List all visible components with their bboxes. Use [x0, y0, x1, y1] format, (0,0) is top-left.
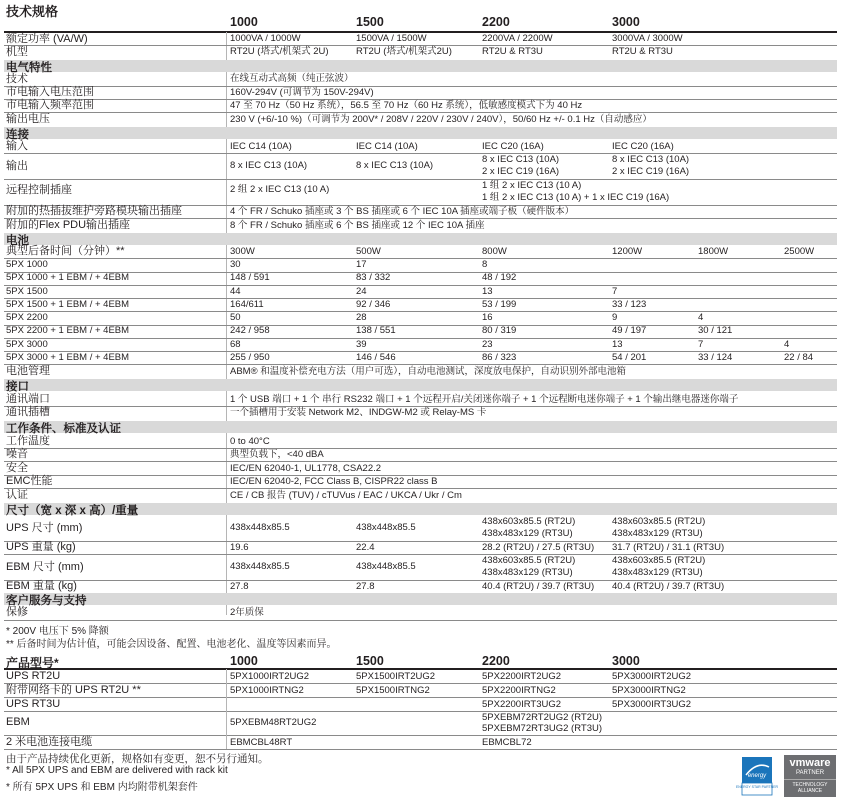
cell-value: 438x448x85.5	[356, 561, 416, 572]
cell-value: 2 x IEC C19 (16A)	[612, 166, 690, 177]
divider	[4, 258, 837, 259]
cell-value: 47 至 70 Hz（50 Hz 系统），56.5 至 70 Hz（60 Hz 系统），低敏感度模式下为 40 Hz	[230, 100, 583, 111]
battery-runtime-cell: 49 / 197	[612, 325, 647, 337]
cell-value: 27.8	[356, 581, 375, 592]
row-label: 典型后备时间（分钟）**	[6, 245, 125, 257]
cell-value: 5PX3000IRT3UG2	[612, 699, 692, 710]
battery-row-label: 5PX 2200 + 1 EBM / + 4EBM	[6, 325, 130, 337]
footnote: * 200V 电压下 5% 降额	[6, 626, 109, 637]
cell-value: 5PX1500IRTNG2	[356, 685, 430, 696]
row-label: 噪音	[6, 448, 28, 460]
vmware-wordmark: vmware	[789, 757, 831, 769]
energy-star-logo	[735, 757, 779, 795]
battery-load-header: 1200W	[612, 246, 643, 257]
cell-value: 5PX3000IRT2UG2	[612, 671, 692, 682]
cell-value: 5PX3000IRTNG2	[612, 685, 686, 696]
column-header-2200: 2200	[482, 15, 510, 29]
divider	[4, 179, 837, 180]
row-label: 认证	[6, 489, 28, 501]
battery-runtime-cell: 164/611	[230, 298, 264, 310]
row-label: 输出电压	[6, 113, 50, 125]
row-label: 电池管理	[6, 365, 50, 377]
battery-runtime-cell: 4	[784, 338, 790, 350]
section-title: 工作条件、标准及认证	[6, 423, 121, 435]
divider	[4, 697, 837, 698]
battery-load-header: 2500W	[784, 246, 815, 257]
cell-value: RT2U & RT3U	[612, 46, 673, 57]
battery-runtime-cell: 23	[482, 338, 493, 350]
battery-runtime-cell: 24	[356, 285, 367, 297]
cell-value: 8 x IEC C13 (10A)	[612, 154, 690, 165]
battery-runtime-cell: 7	[698, 338, 704, 350]
cell-value: 1 组 2 x IEC C13 (10 A)	[482, 180, 582, 191]
cell-value: 1000VA / 1000W	[230, 33, 301, 44]
column-header-1000: 1000	[230, 654, 258, 668]
cell-value: 典型负载下，<40 dBA	[230, 449, 324, 460]
svg-text:ENERGY STAR PARTNER: ENERGY STAR PARTNER	[735, 785, 779, 789]
battery-runtime-cell: 86 / 323	[482, 351, 517, 363]
vmware-alliance-label: TECHNOLOGY ALLIANCE	[784, 779, 836, 794]
section-title: 客户服务与支持	[6, 595, 87, 607]
divider	[4, 668, 837, 670]
battery-load-header: 1800W	[698, 246, 729, 257]
section-title: 连接	[6, 129, 29, 141]
cell-value: 19.6	[230, 542, 249, 553]
battery-load-header: 500W	[356, 246, 381, 257]
footer-note: * All 5PX UPS and EBM are delivered with rack kit	[6, 765, 228, 776]
divider	[226, 32, 227, 615]
cell-value: IEC C20 (16A)	[612, 141, 674, 152]
battery-runtime-cell: 30 / 121	[698, 325, 733, 337]
battery-runtime-cell: 48 / 192	[482, 272, 517, 284]
cell-value: 0 to 40°C	[230, 436, 270, 447]
row-label: 远程控制插座	[6, 184, 72, 196]
divider	[4, 86, 837, 87]
row-label: 保修	[6, 606, 28, 618]
divider	[4, 112, 837, 113]
divider	[226, 669, 227, 749]
divider	[4, 285, 837, 286]
vmware-partner-logo	[784, 755, 836, 797]
cell-value: 438x448x85.5	[230, 561, 290, 572]
cell-value: 438x603x85.5 (RT2U)	[612, 555, 706, 566]
row-label: EBM 重量 (kg)	[6, 580, 77, 592]
cell-value: 438x448x85.5	[230, 522, 290, 533]
section-header-connections	[4, 127, 837, 139]
row-label: EBM 尺寸 (mm)	[6, 561, 84, 573]
cell-value: 1 组 2 x IEC C13 (10 A) + 1 x IEC C19 (16A)	[482, 192, 670, 203]
column-header-3000: 3000	[612, 15, 640, 29]
section-header-interface	[4, 379, 837, 391]
battery-runtime-cell: 54 / 201	[612, 351, 647, 363]
row-label: EBM	[6, 716, 30, 728]
section-title: 电气特性	[6, 62, 52, 74]
row-label: 附加的Flex PDU输出插座	[6, 219, 131, 231]
svg-text:energy: energy	[747, 773, 767, 779]
battery-runtime-cell: 148 / 591	[230, 272, 270, 284]
cell-value: IEC/EN 62040-1, UL1778, CSA22.2	[230, 463, 382, 474]
cell-value: 5PX2200IRTNG2	[482, 685, 556, 696]
cell-value: CE / CB 报告 (TUV) / cTUVus / EAC / UKCA / Ukr / Cm	[230, 490, 462, 501]
product-table-title: 产品型号*	[6, 656, 59, 670]
section-title: 接口	[6, 381, 29, 393]
battery-runtime-cell: 16	[482, 312, 493, 323]
battery-row-label: 5PX 2200	[6, 312, 48, 323]
cell-value: 2200VA / 2200W	[482, 33, 553, 44]
cell-value: 27.8	[230, 581, 249, 592]
battery-runtime-cell: 255 / 950	[230, 351, 270, 363]
row-label: 工作温度	[6, 435, 50, 447]
section-header-dimensions	[4, 503, 837, 515]
row-label: 安全	[6, 462, 28, 474]
column-header-1000: 1000	[230, 15, 258, 29]
row-label: 市电输入频率范围	[6, 99, 94, 111]
column-header-1500: 1500	[356, 654, 384, 668]
column-header-3000: 3000	[612, 654, 640, 668]
row-label: 通讯端口	[6, 393, 50, 405]
battery-row-label: 5PX 1500 + 1 EBM / + 4EBM	[6, 298, 130, 310]
cell-value: ABM® 和温度补偿充电方法（用户可选），自动电池测试，深度放电保护，自动识别外部电池箱	[230, 366, 626, 377]
section-header-battery	[4, 233, 837, 245]
divider	[4, 153, 837, 154]
cell-value: 1500VA / 1500W	[356, 33, 427, 44]
battery-runtime-cell: 92 / 346	[356, 298, 391, 310]
cell-value: 1 个 USB 端口 + 1 个 串行 RS232 端口 + 1 个远程开启/关闭迷你端子 + 1 个远程断电迷你端子 + 1 个输出继电器迷你端子	[230, 394, 739, 405]
row-label: 通讯插槽	[6, 406, 50, 418]
cell-value: IEC C20 (16A)	[482, 141, 544, 152]
divider	[4, 448, 837, 449]
battery-runtime-cell: 242 / 958	[230, 325, 270, 337]
row-label: 技术	[6, 73, 28, 85]
cell-value: 2年质保	[230, 607, 264, 618]
section-title: 尺寸（宽 x 深 x 高）/重量	[6, 505, 139, 517]
cell-value: 438x483x129 (RT3U)	[612, 528, 703, 539]
vmware-partner-label: PARTNER	[795, 770, 825, 776]
cell-value: 8 个 FR / Schuko 插座或 6 个 BS 插座或 12 个 IEC 10A 插座	[230, 220, 485, 231]
energy-star-icon	[735, 757, 779, 795]
cell-value: 5PXEBM72RT3UG2 (RT3U)	[482, 723, 603, 734]
divider	[4, 311, 837, 312]
cell-value: RT2U (塔式/机架式 2U)	[230, 46, 329, 57]
row-label: 额定功率 (VA/W)	[6, 33, 88, 45]
cell-value: 8 x IEC C13 (10A)	[356, 160, 434, 171]
battery-runtime-cell: 22 / 84	[784, 351, 814, 363]
battery-runtime-cell: 7	[612, 285, 618, 297]
cell-value: RT2U (塔式/机架式2U)	[356, 46, 452, 57]
cell-value: EBMCBL48RT	[230, 737, 293, 748]
battery-row-label: 5PX 1000	[6, 259, 48, 270]
battery-row-label: 5PX 3000 + 1 EBM / + 4EBM	[6, 351, 130, 363]
battery-runtime-cell: 83 / 332	[356, 272, 391, 284]
cell-value: 8 x IEC C13 (10A)	[482, 154, 560, 165]
divider	[4, 488, 837, 489]
cell-value: 2 组 2 x IEC C13 (10 A)	[230, 184, 330, 195]
cell-value: IEC/EN 62040-2, FCC Class B, CISPR22 class B	[230, 476, 438, 487]
row-label: 机型	[6, 46, 28, 58]
cell-value: 438x483x129 (RT3U)	[612, 567, 703, 578]
section-header-environment	[4, 421, 837, 433]
row-label: UPS 重量 (kg)	[6, 541, 76, 553]
battery-runtime-cell: 68	[230, 338, 241, 350]
row-label: 输出	[6, 160, 28, 172]
cell-value: EBMCBL72	[482, 737, 532, 748]
divider	[4, 338, 837, 339]
battery-load-header: 800W	[482, 246, 507, 257]
battery-runtime-cell: 13	[612, 338, 623, 350]
cell-value: 40.4 (RT2U) / 39.7 (RT3U)	[612, 581, 725, 592]
battery-runtime-cell: 30	[230, 259, 241, 270]
section-title: 电池	[6, 235, 29, 247]
cell-value: 4 个 FR / Schuko 插座或 3 个 BS 插座或 6 个 IEC 10A 插座或端子板（硬件版本）	[230, 206, 575, 217]
battery-runtime-cell: 138 / 551	[356, 325, 396, 337]
footnote: ** 后备时间为估计值，可能会因设备、配置、电池老化、温度等因素而异。	[6, 639, 337, 650]
cell-value: IEC C14 (10A)	[356, 141, 418, 152]
cell-value: 一个插槽用于安装 Network M2、INDGW-M2 或 Relay-MS 卡	[230, 407, 487, 418]
section-header-electrical	[4, 60, 837, 72]
page-title: 技术规格	[6, 4, 59, 19]
row-label: 市电输入电压范围	[6, 86, 94, 98]
battery-runtime-cell: 33 / 123	[612, 298, 647, 310]
cell-value: 5PXEBM48RT2UG2	[230, 717, 317, 728]
row-label: UPS RT3U	[6, 698, 61, 710]
cell-value: 438x483x129 (RT3U)	[482, 528, 573, 539]
row-label: 输入	[6, 140, 28, 152]
battery-runtime-cell: 33 / 124	[698, 351, 733, 363]
column-header-1500: 1500	[356, 15, 384, 29]
battery-runtime-cell: 4	[698, 312, 704, 323]
battery-runtime-cell: 53 / 199	[482, 298, 517, 310]
divider	[4, 554, 837, 555]
battery-load-header: 300W	[230, 246, 255, 257]
cell-value: 在线互动式高频（纯正弦波）	[230, 73, 354, 84]
battery-runtime-cell: 17	[356, 259, 367, 270]
cell-value: 160V-294V (可调节为 150V-294V)	[230, 87, 374, 98]
battery-row-label: 5PX 1000 + 1 EBM / + 4EBM	[6, 272, 130, 284]
divider	[4, 620, 837, 621]
battery-runtime-cell: 39	[356, 338, 367, 350]
battery-runtime-cell: 50	[230, 312, 241, 323]
cell-value: 5PX1000IRT2UG2	[230, 671, 310, 682]
column-header-2200: 2200	[482, 654, 510, 668]
cell-value: 22.4	[356, 542, 375, 553]
cell-value: 5PX2200IRT2UG2	[482, 671, 562, 682]
cell-value: 438x603x85.5 (RT2U)	[482, 516, 576, 527]
battery-runtime-cell: 44	[230, 285, 241, 297]
battery-runtime-cell: 8	[482, 259, 488, 270]
battery-runtime-cell: 146 / 546	[356, 351, 396, 363]
row-label: 附带网络卡的 UPS RT2U **	[6, 684, 141, 696]
battery-row-label: 5PX 1500	[6, 285, 48, 297]
cell-value: 230 V (+6/-10 %)（可调节为 200V* / 208V / 220V / 230V / 240V），50/60 Hz +/- 0.1 Hz（自动感应）	[230, 114, 652, 125]
cell-value: 28.2 (RT2U) / 27.5 (RT3U)	[482, 542, 595, 553]
cell-value: 3000VA / 3000W	[612, 33, 683, 44]
cell-value: 8 x IEC C13 (10A)	[230, 160, 308, 171]
cell-value: IEC C14 (10A)	[230, 141, 292, 152]
cell-value: 2 x IEC C19 (16A)	[482, 166, 560, 177]
cell-value: 5PX1000IRTNG2	[230, 685, 304, 696]
cell-value: 438x483x129 (RT3U)	[482, 567, 573, 578]
cell-value: 438x603x85.5 (RT2U)	[612, 516, 706, 527]
divider	[4, 749, 837, 750]
cell-value: 5PXEBM72RT2UG2 (RT2U)	[482, 712, 603, 723]
section-header-service	[4, 593, 837, 605]
battery-runtime-cell: 9	[612, 312, 618, 323]
cell-value: 438x448x85.5	[356, 522, 416, 533]
cell-value: 31.7 (RT2U) / 31.1 (RT3U)	[612, 542, 725, 553]
battery-row-label: 5PX 3000	[6, 338, 48, 350]
footer-note: * 所有 5PX UPS 和 EBM 内均附带机架套件	[6, 782, 198, 793]
footer-note: 由于产品持续优化更新，规格如有变更，恕不另行通知。	[6, 753, 269, 765]
divider	[4, 461, 837, 462]
cell-value: 5PX1500IRT2UG2	[356, 671, 436, 682]
divider	[4, 735, 837, 736]
cell-value: RT2U & RT3U	[482, 46, 543, 57]
row-label: 附加的热插拔维护旁路模块输出插座	[6, 205, 182, 217]
row-label: UPS RT2U	[6, 670, 61, 682]
cell-value: 40.4 (RT2U) / 39.7 (RT3U)	[482, 581, 595, 592]
row-label: EMC性能	[6, 475, 53, 487]
divider	[4, 711, 837, 712]
cell-value: 438x603x85.5 (RT2U)	[482, 555, 576, 566]
battery-runtime-cell: 80 / 319	[482, 325, 517, 337]
battery-runtime-cell: 13	[482, 285, 493, 297]
row-label: 2 米电池连接电缆	[6, 736, 93, 748]
battery-runtime-cell: 28	[356, 312, 367, 323]
row-label: UPS 尺寸 (mm)	[6, 522, 83, 534]
cell-value: 5PX2200IRT3UG2	[482, 699, 562, 710]
